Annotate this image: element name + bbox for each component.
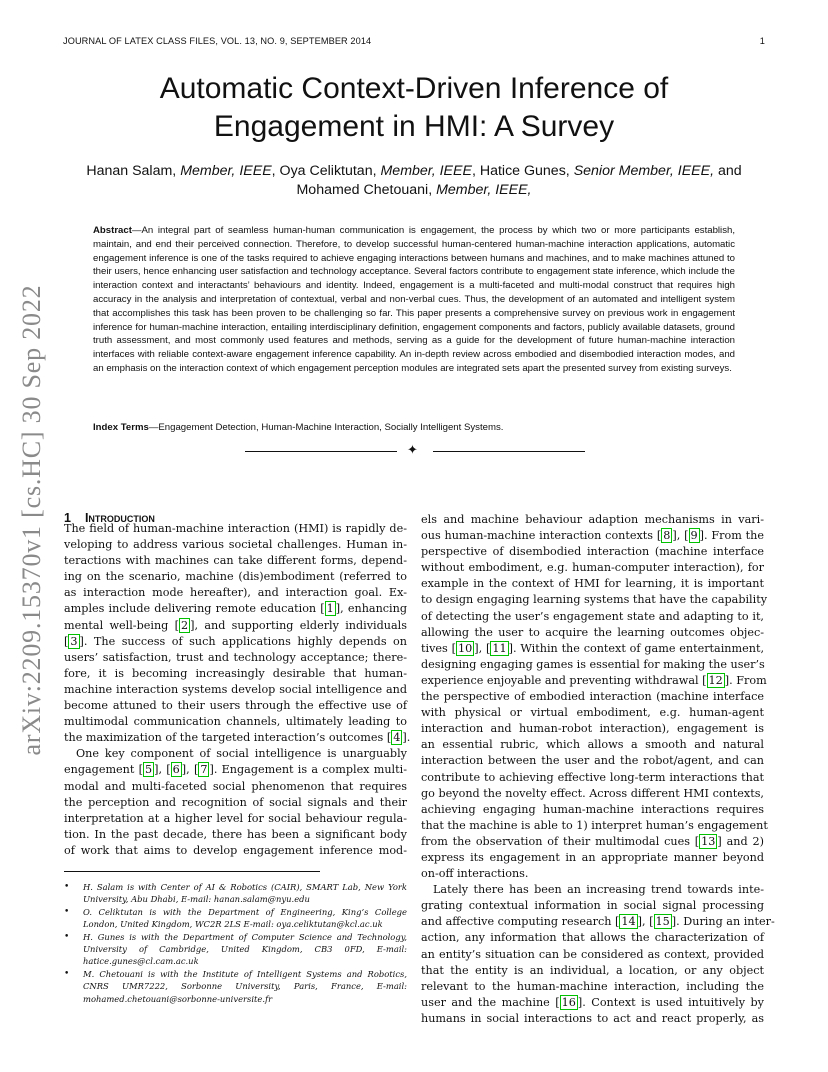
body-text-line: of work that aims to develop engagement inference mod- <box>64 843 407 857</box>
author-conjunction: and <box>714 163 742 179</box>
abstract <box>93 224 735 376</box>
footnote-text: M. Chetouani is with the Institute of Intelligent Systems and Robotics, CNRS UMR7222, Sorbonne University, Paris, France, E-mail: mohamed.chetouani@sorbonne-universite.fr <box>83 968 407 1004</box>
body-text-line: on-off interactions. <box>421 867 529 881</box>
body-text-line: engagement [ 5 ], [ 6 ], [ 7 ]. Engagement is a complex multi- <box>64 763 407 777</box>
title-line-1: Automatic Context-Driven Inference of <box>159 72 669 105</box>
section-divider <box>245 443 585 458</box>
index-terms-text: —Engagement Detection, Human-Machine Interaction, Socially Intelligent Systems. <box>148 422 504 433</box>
divider-rule-right <box>433 451 585 452</box>
body-text-line: perspective of disembodied interaction (machine interface <box>421 545 764 559</box>
body-text-line: become attuned to their users through the effective use of <box>64 699 407 713</box>
body-text-line: action, any information that allows the characterization of <box>421 931 764 945</box>
citation-link[interactable]: 6 <box>172 763 180 777</box>
citation-link[interactable]: 4 <box>393 731 401 745</box>
footnote-item <box>64 968 407 1005</box>
body-text-line: example in the context of HMI for learning, it is important <box>421 577 764 591</box>
citation-link[interactable]: 15 <box>655 915 670 929</box>
citation-link[interactable]: 3 <box>70 634 78 648</box>
body-text-line: tives [ 10 ], [ 11 ]. Within the context of game entertainment, <box>421 641 764 655</box>
author-name: , Oya Celiktutan, <box>271 163 381 179</box>
citation-link[interactable]: 11 <box>492 641 507 655</box>
body-text-line: go beyond the novelty effect. Across different HMI contexts, <box>421 786 764 800</box>
divider-star-icon: ✦ <box>407 443 418 458</box>
body-text-line: One key component of social intelligence is unarguably <box>76 747 407 761</box>
journal-name: JOURNAL OF LATEX CLASS FILES, VOL. 13, NO. 9, SEPTEMBER 2014 <box>63 36 372 46</box>
citation-link[interactable]: 7 <box>200 763 208 777</box>
citation-link[interactable]: 13 <box>701 834 716 848</box>
body-text-line: an essential rubric, which allows a smooth and natural <box>421 738 764 752</box>
body-text-line: teractions with machines can take different forms, depend- <box>64 554 407 568</box>
citation-link[interactable]: 14 <box>621 915 636 929</box>
bullet-icon: • <box>64 968 70 979</box>
author-membership: Member, IEEE <box>380 163 472 179</box>
body-text-line: contribute to achieving effective long-term interactions that <box>421 770 764 784</box>
body-text-line: The field of human-machine interaction (HMI) is rapidly de- <box>64 522 407 535</box>
citation-link[interactable]: 1 <box>326 602 334 616</box>
body-text-line: Lately there has been an increasing trend towards inte- <box>433 883 764 897</box>
body-text-line: achieving engaging human-machine interactions requires <box>421 802 764 816</box>
footnote-item <box>64 881 407 906</box>
footnote-item <box>64 906 407 931</box>
author-list <box>60 162 768 200</box>
body-text-line: designing engaging games is essential for making the user’s <box>421 657 765 671</box>
body-text-line: amples include delivering remote education [ 1 ], enhancing <box>64 602 407 616</box>
arxiv-stamp: arXiv:2209.15370v1 [cs.HC] 30 Sep 2022 <box>17 284 46 756</box>
abstract-label: Abstract <box>93 225 132 236</box>
body-text-line: express its engagement in an appropriate manner beyond <box>421 850 764 864</box>
body-text-line: grating contextual information in social signal processing <box>421 899 764 913</box>
author-name: Hanan Salam, <box>86 163 181 179</box>
body-text-line: experience enjoyable and preventing withdrawal [ 12 ]. From <box>421 673 767 687</box>
body-text-line: the perception and recognition of social signals and their <box>64 795 407 809</box>
body-text-line: mental well-being [ 2 ], and supporting elderly individuals <box>64 618 407 632</box>
author-footnotes <box>64 881 407 1005</box>
footnote-text: H. Gunes is with the Department of Computer Science and Technology, University of Cambridge, United Kingdom, CB3 0FD, E-mail: hatice.gunes@cl.cam.ac.uk <box>83 931 407 967</box>
author-name: Mohamed Chetouani, <box>296 182 437 198</box>
body-text-line: that the machine is able to 1) interpret human’s engagement <box>421 818 768 832</box>
body-text-line: [ 3 ]. The success of such applications highly depends on <box>64 634 407 648</box>
body-text-line: with physical or virtual embodiment, e.g. human-agent <box>421 706 764 720</box>
body-text-line: user and the machine [ 16 ]. Context is used intuitively by <box>421 995 765 1009</box>
body-text-line: as interaction mode hereafter), and interaction goal. Ex- <box>64 586 407 600</box>
author-membership: Member, IEEE, <box>436 182 532 198</box>
bullet-icon: • <box>64 882 70 892</box>
running-header <box>63 36 765 50</box>
citation-link[interactable]: 12 <box>708 673 723 687</box>
body-text-line: machine interaction systems develop social intelligence and <box>64 682 407 696</box>
citation-link[interactable]: 16 <box>561 995 576 1009</box>
bullet-icon: • <box>64 906 70 917</box>
body-text-line: interaction between the user and the robot/agent, and can <box>421 754 764 768</box>
body-text-line: interaction and human-robot interaction), engagement is <box>421 722 764 736</box>
body-text-line: multimodal communication channels, ultimately leading to <box>64 715 407 729</box>
body-text-line: allowing the user to acquire the learning outcomes objec- <box>421 625 764 639</box>
section-title: Introduction <box>84 511 155 525</box>
body-text-line: interpretation at a higher level for social behaviour regula- <box>64 811 407 825</box>
body-text-line: from the observation of their multimodal cues [ 13 ] and 2) <box>421 834 764 848</box>
body-text-line: users’ satisfaction, trust and technology acceptance; there- <box>64 650 407 664</box>
body-text-line: humans in social interactions to act and react properly, as <box>421 1011 764 1025</box>
body-text-line: to design engaging learning systems that have the capability <box>421 593 768 607</box>
citation-link[interactable]: 2 <box>180 618 189 632</box>
body-text-line: veloping to address various societal challenges. Human in- <box>64 538 407 552</box>
citation-link[interactable]: 5 <box>144 763 153 777</box>
footnote-text: H. Salam is with Center of AI & Robotics (CAIR), SMART Lab, New York University, Abu Dhabi, E-mail: hanan.salam@nyu.edu <box>83 882 407 905</box>
body-text-line: fore, it is becoming increasingly desirable that human- <box>64 666 407 680</box>
author-membership: Member, IEEE <box>180 163 272 179</box>
body-text-line: els and machine behaviour adaption mechanisms in vari- <box>421 513 764 526</box>
index-terms <box>93 421 735 435</box>
citation-link[interactable]: 8 <box>663 529 671 543</box>
left-column-body <box>64 521 411 859</box>
body-text-line: an entity’s situation can be considered as context, provided <box>421 947 764 961</box>
citation-link[interactable]: 9 <box>690 529 698 543</box>
author-name: , Hatice Gunes, <box>471 163 574 179</box>
body-text-line: that the entity is an individual, a location, or any object <box>421 963 764 977</box>
body-text-line: the perspective of embodied interaction (machine interface <box>421 690 764 704</box>
index-terms-label: Index Terms <box>93 422 149 433</box>
paper-title <box>60 70 768 146</box>
body-text-line: modal and multi-faceted social phenomenon that requires <box>64 779 407 793</box>
author-membership: Senior Member, IEEE, <box>573 163 715 179</box>
body-text-line: ing on the scenario, machine (dis)embodiment (referred to <box>64 570 407 584</box>
footnote-text: O. Celiktutan is with the Department of Engineering, King’s College London, United Kingdom, WC2R 2LS E-mail: oya.celiktutan@kcl.ac.uk <box>83 906 407 930</box>
citation-link[interactable]: 10 <box>457 641 473 655</box>
footnote-item <box>64 931 407 968</box>
divider-rule-left <box>245 451 397 452</box>
body-text-line: of detecting the user’s engagement state and adapting to it, <box>421 609 764 623</box>
body-text-line: ous human-machine interaction contexts [ 8 ], [ 9 ]. From the <box>421 529 764 543</box>
body-text-line: and affective computing research [ 14 ], [ 15 ]. During an inter- <box>421 915 775 929</box>
section-number: 1 <box>64 511 71 525</box>
abstract-text: —An integral part of seamless human-human communication is engagement, the process by which two or more participants establish, maintain, and end their perceived connection. Therefore, to develop successful human-centered human-machine interaction applications, automatic engagement inference is one of the tasks required to achieve engaging interactions between humans and machines, and to make machines attuned to their users, hence enhancing user satisfaction and technology acceptance. Several factors contribute to engagement state inference, which include the interaction context and interactants’ behaviours and identity. Indeed, engagement is a multi-faceted and multi-modal construct that requires high accuracy in the analysis and interpretation of contextual, verbal and non-verbal cues. Thus, the development of an automated and intelligent system that accomplishes this task has been proven to be challenging so far. This paper presents a comprehensive survey on previous work in engagement inference for human-machine interaction, entailing interdisciplinary definition, engagement components and factors, publicly available datasets, ground truth assessment, and most commonly used features and methods, serving as a guide for the development of future human-machine interaction interfaces with reliable context-aware engagement inference capability. An in-depth review across embodied and disembodied interaction modes, and an emphasis on the interaction context of which engagement perception modules are integrated sets apart the presented survey from existing surveys. <box>93 225 735 374</box>
footnote-rule <box>64 871 320 872</box>
body-text-line: without embodiment, e.g. human-computer interaction), for <box>421 561 764 575</box>
bullet-icon: • <box>64 931 70 942</box>
page-number: 1 <box>759 36 765 46</box>
title-line-2: Engagement in HMI: A Survey <box>213 110 615 143</box>
right-column-body <box>421 512 775 1027</box>
body-text-line: tion. In the past decade, there has been a significant body <box>64 827 407 841</box>
body-text-line: relevant to the human-machine interaction, including the <box>421 979 764 993</box>
body-text-line: the maximization of the targeted interaction’s outcomes [ 4 ]. <box>64 731 411 745</box>
